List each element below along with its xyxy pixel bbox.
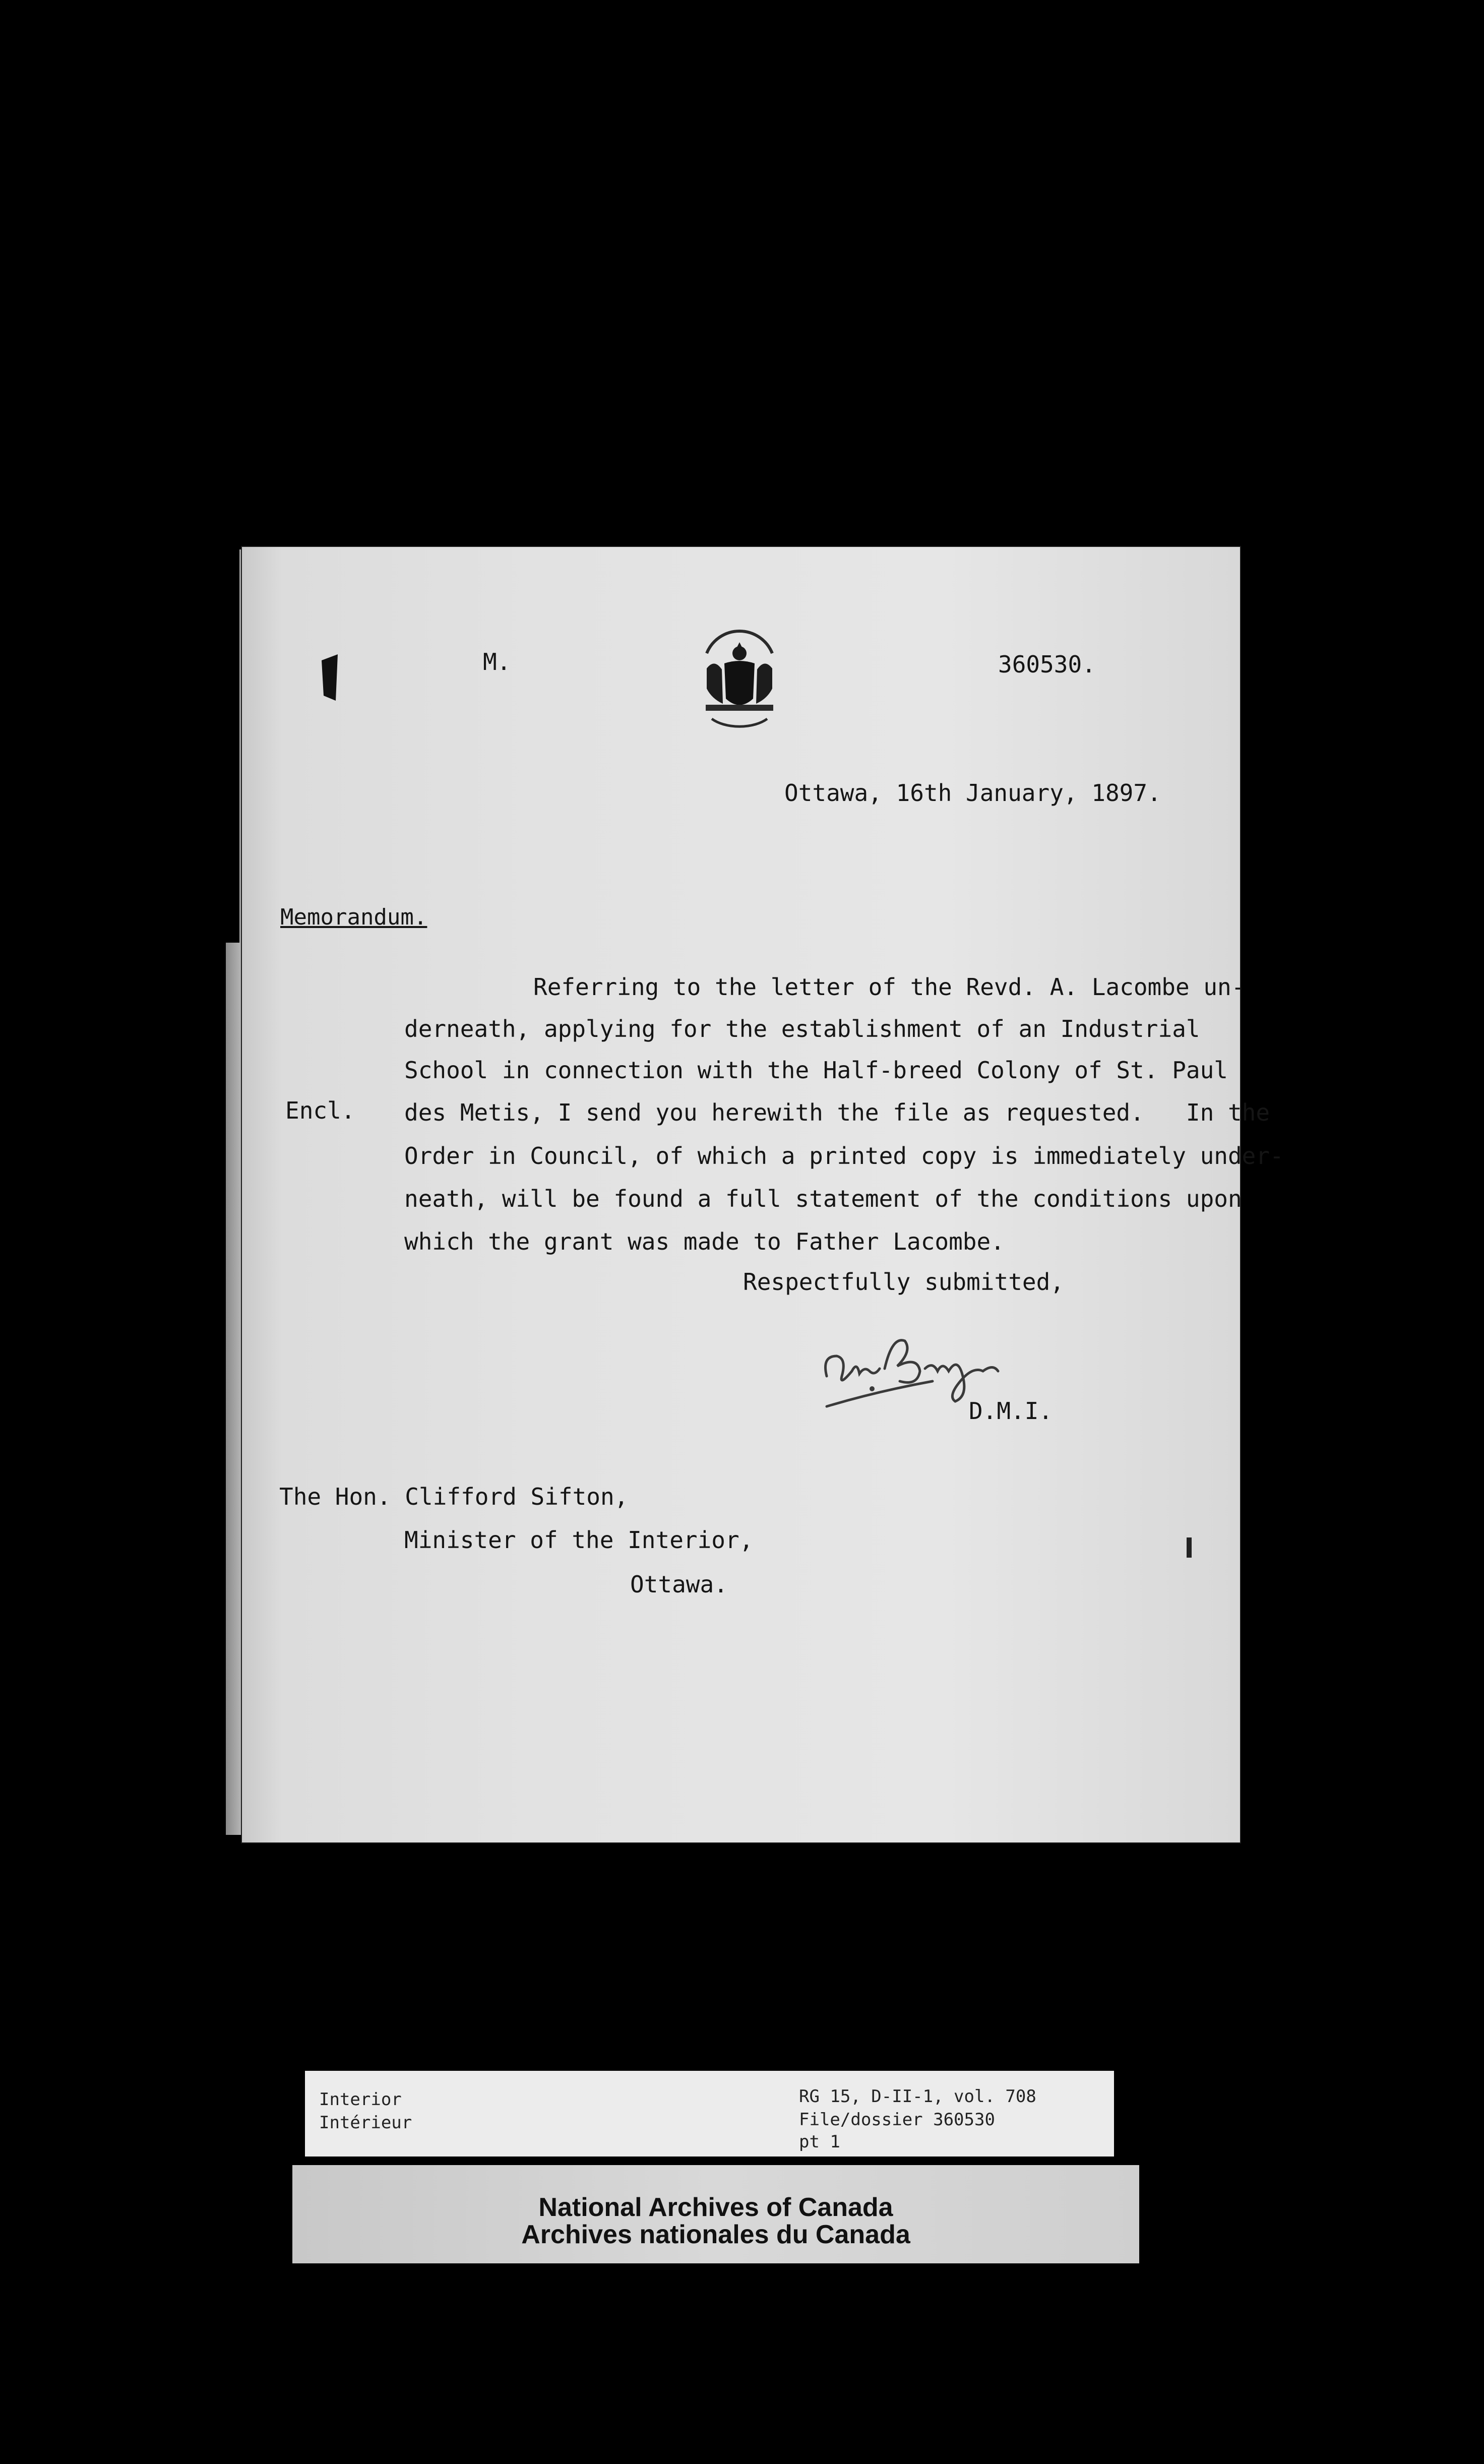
- file-prefix: M.: [483, 648, 511, 675]
- body-line-6: neath, will be found a full statement of the conditions upon: [404, 1185, 1242, 1212]
- institution-en: National Archives of Canada: [538, 2193, 893, 2222]
- memorandum-heading: Memorandum.: [280, 904, 427, 930]
- hole-punch-mark: [319, 650, 341, 706]
- body-line-5: Order in Council, of which a printed copy is immediately under-: [404, 1142, 1284, 1169]
- department-en: Interior: [319, 2089, 402, 2110]
- body-line-3: School in connection with the Half-breed Colony of St. Paul: [404, 1057, 1228, 1084]
- archive-reference-label: [305, 2071, 1114, 2157]
- archive-reference: RG 15, D-II-1, vol. 708: [799, 2086, 1036, 2107]
- date-line: Ottawa, 16th January, 1897.: [784, 779, 1161, 807]
- signer-title: D.M.I.: [969, 1397, 1053, 1425]
- department-fr: Intérieur: [319, 2113, 412, 2133]
- institution-fr: Archives nationales du Canada: [521, 2220, 910, 2249]
- institution-label: [292, 2165, 1139, 2263]
- addressee-line-1: The Hon. Clifford Sifton,: [279, 1483, 629, 1510]
- archive-file: File/dossier 360530: [799, 2110, 995, 2130]
- file-number: 360530.: [998, 651, 1096, 678]
- body-line-7: which the grant was made to Father Lacombe.: [404, 1228, 1005, 1255]
- closing-line: Respectfully submitted,: [743, 1268, 1064, 1296]
- body-line-4: des Metis, I send you herewith the file as requested. In the: [404, 1099, 1270, 1126]
- body-line-2: derneath, applying for the establishment of an Industrial: [404, 1015, 1200, 1042]
- department-seal: [692, 623, 787, 734]
- stray-mark: [1187, 1537, 1192, 1558]
- addressee-line-3: Ottawa.: [630, 1571, 728, 1598]
- enclosure-note: Encl.: [285, 1097, 355, 1124]
- addressee-line-2: Minister of the Interior,: [404, 1526, 754, 1554]
- archive-part: pt 1: [799, 2132, 840, 2152]
- body-line-1: Referring to the letter of the Revd. A. Lacombe un-: [533, 973, 1246, 1001]
